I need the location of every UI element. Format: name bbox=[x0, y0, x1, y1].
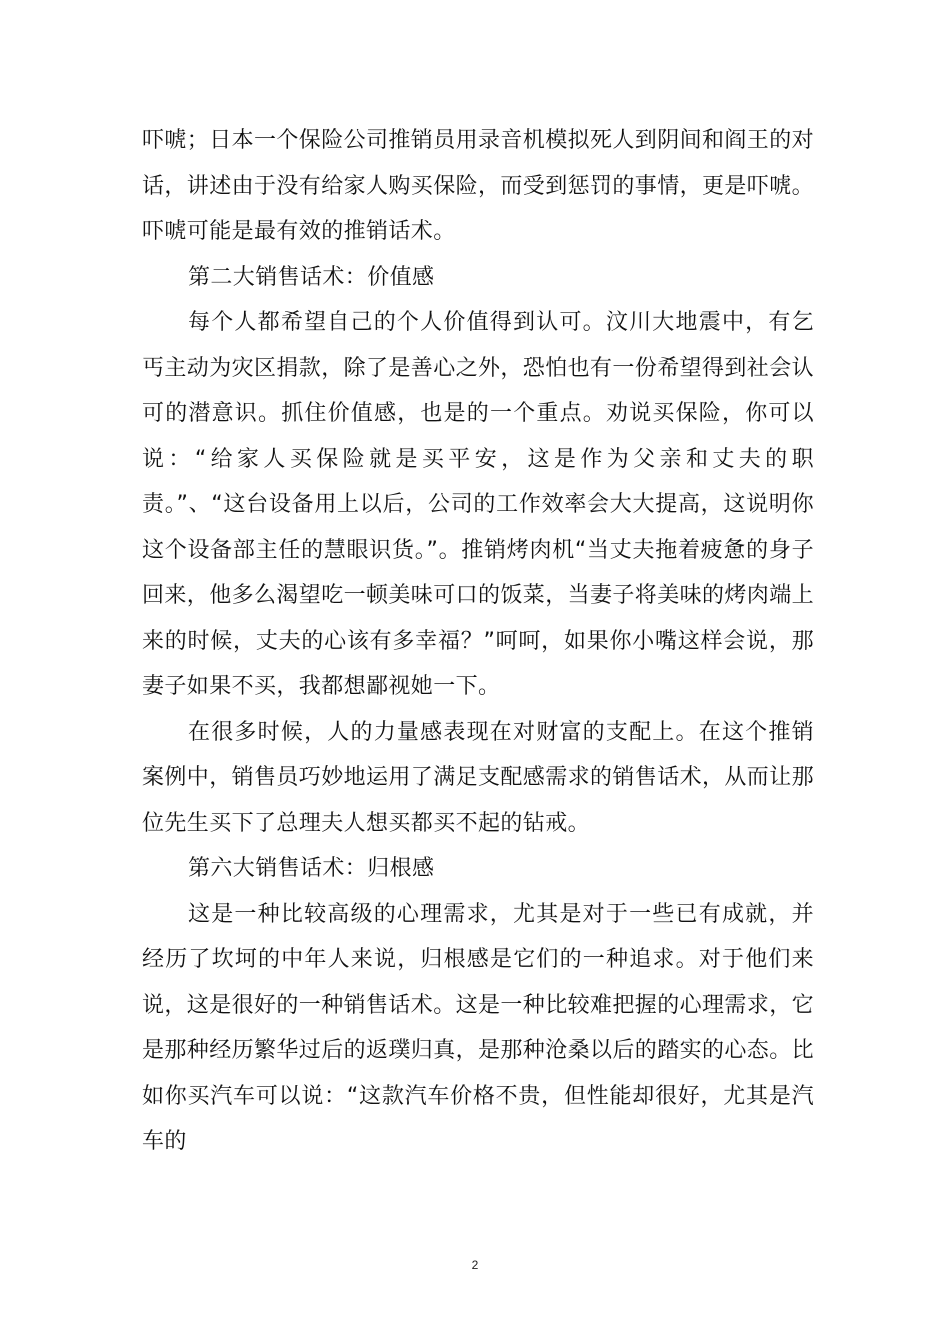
paragraph-intimidation-continued: 吓唬；日本一个保险公司推销员用录音机模拟死人到阴间和阎王的对话，讲述由于没有给家人购买保险，而受到惩罚的事情，更是吓唬。吓唬可能是最有效的推销话术。 bbox=[142, 128, 815, 244]
paragraph-belonging-sense: 这是一种比较高级的心理需求，尤其是对于一些已有成就，并经历了坎坷的中年人来说，归根感是它们的一种追求。对于他们来说，这是很好的一种销售话术。这是一种比较难把握的心理需求，它是那种经历繁华过后的返璞归真，是那种沧桑以后的踏实的心态。比如你买汽车可以说：“这款汽车价格不贵，但性能却很好，尤其是汽车的 bbox=[142, 901, 815, 1154]
page-number: 2 bbox=[471, 1258, 479, 1272]
heading-value-sense: 第二大销售话术：价值感 bbox=[188, 264, 435, 290]
paragraph-power-sense: 在很多时候，人的力量感表现在对财富的支配上。在这个推销案例中，销售员巧妙地运用了满足支配感需求的销售话术，从而让那位先生买下了总理夫人想买都买不起的钻戒。 bbox=[142, 719, 815, 836]
paragraph-value-sense: 每个人都希望自己的个人价值得到认可。汶川大地震中，有乞丐主动为灾区捐款，除了是善心之外，恐怕也有一份希望得到社会认可的潜意识。抓住价值感，也是的一个重点。劝说买保险，你可以说：“给家人买保险就是买平安，这是作为父亲和丈夫的职责。”、“这台设备用上以后，公司的工作效率会大大提高，这说明你这个设备部主任的慧眼识货。”。推销烤肉机“当丈夫拖着疲惫的身子回来，他多么渴望吃一顿美味可口的饭菜，当妻子将美味的烤肉端上来的时候，丈夫的心该有多幸福？”呵呵，如果你小嘴这样会说，那妻子如果不买，我都想鄙视她一下。 bbox=[142, 310, 815, 699]
heading-belonging-sense: 第六大销售话术：归根感 bbox=[188, 856, 435, 881]
document-body bbox=[142, 118, 814, 1165]
